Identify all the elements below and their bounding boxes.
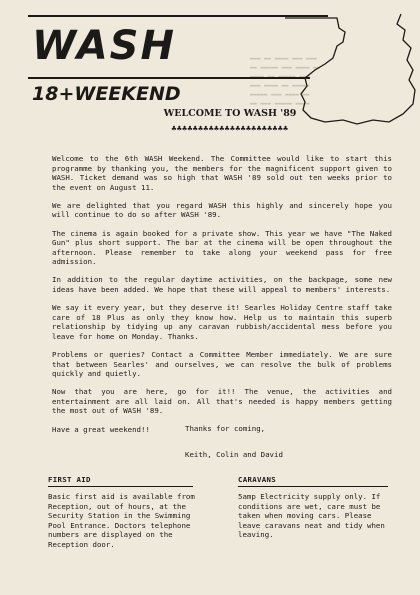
caravans-title: CARAVANS: [238, 475, 276, 484]
caravans-rule: [238, 486, 388, 487]
paragraph: Problems or queries? Contact a Committee Member immediately. We are sure that between Searles' and ourselves, we can resolve the bulk of problems quickly and quietly.: [52, 350, 392, 379]
paragraph: Welcome to the 6th WASH Weekend. The Committee would like to start this programme by thanking you, the members for the magnificent support given to WASH. Ticket demand was so high that WASH '89 sold out ten weeks prior to the event on August 11.: [52, 154, 392, 192]
heading-underline-stars: ♣♣♣♣♣♣♣♣♣♣♣♣♣♣♣♣♣♣♣♣♣♣: [171, 124, 289, 133]
paragraph: We say it every year, but they deserve it! Searles Holiday Centre staff take care of 18 Plus as only they know how. Help us to maintain this superb relationship by tidying up any caravan rubbish/accidental mess before you leave for home on Monday. Thanks.: [52, 303, 392, 341]
paragraph: Now that you are here, go for it!! The venue, the activities and entertainment are all laid on. All that's needed is happy members getting the most out of WASH '89.: [52, 387, 392, 416]
show-through-text: ▬▬▬ ▬▬ ▬▬▬▬ ▬▬▬ ▬▬▬ ▬▬ ▬▬▬▬▬ ▬▬▬ ▬▬▬▬ ▬▬ ▬▬▬ ▬▬▬▬ ▬▬ ▬▬▬▬▬ ▬▬▬▬▬ ▬▬▬ ▬▬▬▬ ▬▬ ▬▬ ▬▬▬ ▬▬▬▬▬ ▬▬▬▬: [250, 56, 321, 107]
first-aid-title: FIRST AID: [48, 475, 91, 484]
tagline: 18+WEEKEND: [32, 83, 181, 105]
closing-block: [185, 424, 385, 475]
caravans-text: 5amp Electricity supply only. If conditions are wet, care must be taken when moving cars. Please leave caravans neat and tidy when leaving.: [238, 492, 385, 540]
welcome-letter: [52, 154, 392, 443]
closing-thanks: Thanks for coming,: [185, 424, 266, 433]
paragraph: In addition to the regular daytime activities, on the backpage, some new ideas have been added. We hope that these will appeal to members' interests.: [52, 275, 392, 295]
logo-rule: [28, 77, 310, 79]
paragraph: Have a great weekend!!: [52, 424, 150, 434]
wash-logo: WASH: [32, 23, 176, 69]
first-aid-text: Basic first aid is available from Reception, out of hours, at the Security Station in the Swimming Pool Entrance. Doctors telephone numbers are displayed on the Reception door.: [48, 492, 195, 549]
signature: Keith, Colin and David: [185, 449, 283, 459]
paragraph: The cinema is again booked for a private show. This year we have "The Naked Gun" plus short support. The bar at the cinema will be open throughout the afternoon. Please remember to take along your weekend pass for free admission.: [52, 228, 392, 267]
paragraph: We are delighted that you regard WASH this highly and sincerely hope you will continue to do so after WASH '89.: [52, 200, 392, 220]
page-heading: WELCOME TO WASH '89: [163, 108, 297, 119]
first-aid-rule: [48, 486, 193, 487]
top-rule: [28, 15, 328, 17]
